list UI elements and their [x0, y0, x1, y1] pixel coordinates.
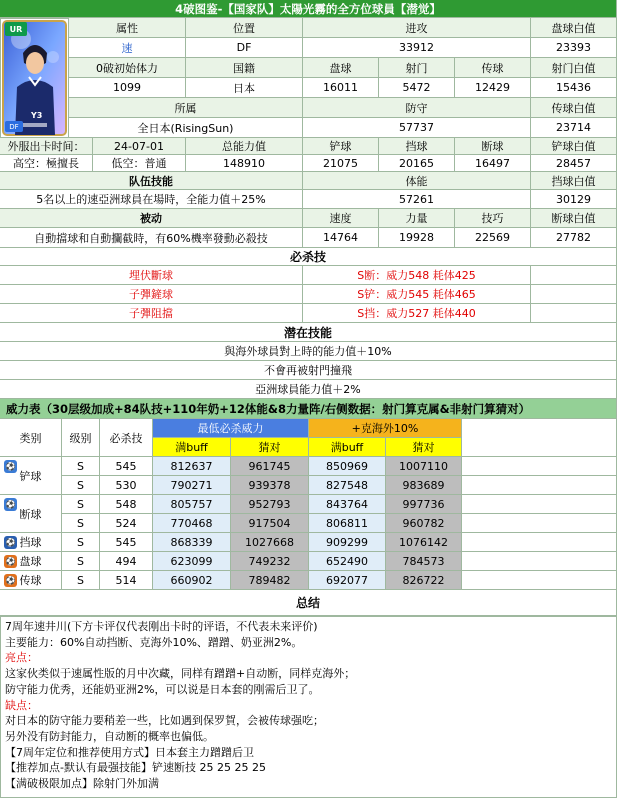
summary-highlight-heading: 亮点：	[5, 651, 38, 665]
overseas-guess-cell: 960782	[386, 514, 462, 533]
card-title: 4破图鉴-【国家队】太陽光霧的全方位球員【潜觉】	[0, 0, 617, 18]
pass-white-label: 传球白值	[531, 98, 617, 118]
guess-cell: 789482	[231, 571, 309, 590]
level-cell: S	[62, 514, 100, 533]
tackle-white-value: 28457	[531, 155, 617, 172]
overseas-full-buff-cell: 652490	[309, 552, 386, 571]
passive-label: 被动	[0, 209, 303, 228]
pass-white-value: 23714	[531, 118, 617, 138]
col-header-level: 级别	[62, 419, 100, 457]
tackle-label: 铲球	[303, 138, 379, 155]
overseas-full-buff-cell: 843764	[309, 495, 386, 514]
level-cell: S	[62, 571, 100, 590]
release-date: 24-07-01	[93, 138, 186, 155]
latent-skill-line: 與海外球員對上時的能力值＋10%	[0, 342, 617, 361]
block-white-label: 挡球白值	[531, 172, 617, 190]
special-move-stat: S挡：威力527 耗体440	[303, 304, 531, 323]
move-power-cell: 530	[100, 476, 153, 495]
tackle-icon: ⚽	[5, 462, 16, 471]
shoot-label: 射门	[379, 58, 455, 78]
stamina-label: 0破初始体力	[69, 58, 186, 78]
overseas-guess-cell: 997736	[386, 495, 462, 514]
dribble-value: 16011	[303, 78, 379, 98]
intercept-label: 断球	[455, 138, 531, 155]
summary-line: 主要能力：60%自动挡断、克海外10%、蹭蹭、奶亚洲2%。	[5, 635, 303, 649]
empty-cell	[462, 495, 617, 514]
move-power-cell: 548	[100, 495, 153, 514]
rarity-badge: UR	[5, 22, 27, 36]
empty-cell	[462, 533, 617, 552]
nationality-value: 日本	[186, 78, 303, 98]
guess-cell: 939378	[231, 476, 309, 495]
category-label: 传球	[19, 574, 42, 587]
full-buff-cell: 868339	[153, 533, 231, 552]
category-label: 铲球	[19, 469, 42, 483]
category-label: 挡球	[19, 536, 42, 549]
latent-skill-line: 不會再被射門撞飛	[0, 361, 617, 380]
guess-cell: 917504	[231, 514, 309, 533]
block-white-value: 30129	[531, 190, 617, 209]
empty-cell	[462, 552, 617, 571]
category-label: 盘球	[19, 555, 42, 568]
summary-header: 总结	[0, 590, 617, 616]
dribble-icon: ⚽	[5, 557, 16, 566]
intercept-white-label: 断球白值	[531, 209, 617, 228]
guess-cell: 952793	[231, 495, 309, 514]
shoot-white-label: 射门白值	[531, 58, 617, 78]
pass-label: 传球	[455, 58, 531, 78]
intercept-value: 16497	[455, 155, 531, 172]
full-buff-cell: 660902	[153, 571, 231, 590]
overseas-guess-cell: 784573	[386, 552, 462, 571]
low-ball: 低空：普通	[93, 155, 186, 172]
team-skill-label: 队伍技能	[0, 172, 303, 190]
total-value: 148910	[186, 155, 303, 172]
nationality-label: 国籍	[186, 58, 303, 78]
summary-line: 对日本的防守能力要稍差一些，比如遇到保罗賀，会被传球强吃；	[5, 714, 324, 728]
full-buff-cell: 623099	[153, 552, 231, 571]
position-value: DF	[186, 38, 303, 58]
level-cell: S	[62, 495, 100, 514]
team-value: 全日本(RisingSun)	[69, 118, 303, 138]
physical-value: 57261	[303, 190, 531, 209]
overseas-guess-cell: 1076142	[386, 533, 462, 552]
summary-line: 【推荐加点-默认有最强技能】铲速断技 25 25 25 25	[5, 761, 266, 775]
pass-icon: ⚽	[5, 576, 16, 585]
col-header-move: 必杀技	[100, 419, 153, 457]
move-power-cell: 545	[100, 533, 153, 552]
empty-cell	[462, 571, 617, 590]
tackle-value: 21075	[303, 155, 379, 172]
release-label: 外服出卡时间：	[0, 138, 93, 155]
summary-line: 【7周年定位和推荐使用方式】日本套主力蹭蹭后卫	[5, 745, 254, 759]
attack-label: 进攻	[303, 18, 531, 38]
group-header-min-power: 最低必杀威力	[153, 419, 309, 438]
power-label: 力量	[379, 209, 455, 228]
special-move-name: 埋伏斷球	[0, 266, 303, 285]
special-moves-header: 必杀技	[0, 248, 617, 266]
team-skill-text: 5名以上的速亞洲球員在場時，全能力值＋25%	[0, 190, 303, 209]
shirt-label: Y3	[31, 111, 43, 120]
pass-value: 12429	[455, 78, 531, 98]
block-icon: ⚽	[5, 538, 16, 547]
attr-label: 属性	[69, 18, 186, 38]
shoot-white-value: 15436	[531, 78, 617, 98]
guess-cell: 961745	[231, 457, 309, 476]
level-cell: S	[62, 533, 100, 552]
overseas-guess-cell: 983689	[386, 476, 462, 495]
sub-header-full-buff-overseas: 满buff	[309, 438, 386, 457]
full-buff-cell: 790271	[153, 476, 231, 495]
overseas-full-buff-cell: 909299	[309, 533, 386, 552]
col-header-category: 类别	[0, 419, 62, 457]
stamina-value: 1099	[69, 78, 186, 98]
level-cell: S	[62, 552, 100, 571]
latent-skills-header: 潜在技能	[0, 323, 617, 342]
power-value: 19928	[379, 228, 455, 248]
high-ball: 高空：極擅長	[0, 155, 93, 172]
level-cell: S	[62, 457, 100, 476]
summary-box	[0, 616, 617, 798]
guess-cell: 1027668	[231, 533, 309, 552]
full-buff-cell: 812637	[153, 457, 231, 476]
special-move-stat: S断：威力548 耗体425	[303, 266, 531, 285]
technique-label: 技巧	[455, 209, 531, 228]
dribble-white-label: 盘球白值	[531, 18, 617, 38]
intercept-white-value: 27782	[531, 228, 617, 248]
latent-skill-line: 亞洲球員能力值＋2%	[0, 380, 617, 399]
summary-line: 【满破极限加点】除射门外加满	[5, 777, 159, 791]
dribble-label: 盘球	[303, 58, 379, 78]
attack-value: 33912	[303, 38, 531, 58]
empty-cell	[531, 266, 617, 285]
defense-value: 57737	[303, 118, 531, 138]
power-table-title: 威力表（30层级加成+84队技+110年奶+12体能&8力量阵/右侧数据：射门算克属&非射门算猜对）	[0, 399, 617, 419]
passive-text: 自動擋球和自動攔截時，有60%機率發動必殺技	[0, 228, 303, 248]
technique-value: 22569	[455, 228, 531, 248]
sub-header-full-buff: 满buff	[153, 438, 231, 457]
special-move-name: 子彈鏟球	[0, 285, 303, 304]
empty-cell	[462, 419, 617, 457]
intercept-icon: ⚽	[5, 500, 16, 509]
move-power-cell: 514	[100, 571, 153, 590]
guess-cell: 749232	[231, 552, 309, 571]
summary-line: 防守能力优秀，还能奶亚洲2%，可以说是日本套的刚需后卫了。	[5, 682, 320, 696]
tackle-white-label: 铲球白值	[531, 138, 617, 155]
move-power-cell: 545	[100, 457, 153, 476]
overseas-full-buff-cell: 806811	[309, 514, 386, 533]
special-move-stat: S铲：威力545 耗体465	[303, 285, 531, 304]
overseas-guess-cell: 826722	[386, 571, 462, 590]
empty-cell	[462, 514, 617, 533]
speed-value: 14764	[303, 228, 379, 248]
team-label: 所属	[69, 98, 303, 118]
special-move-name: 子彈阻擋	[0, 304, 303, 323]
position-label: 位置	[186, 18, 303, 38]
summary-weakness-heading: 缺点：	[5, 698, 38, 712]
physical-label: 体能	[303, 172, 531, 190]
overseas-guess-cell: 1007110	[386, 457, 462, 476]
category-label: 断球	[19, 507, 42, 521]
empty-cell	[462, 476, 617, 495]
block-label: 挡球	[379, 138, 455, 155]
summary-line: 另外没有防封能力，自动断的概率也偏低。	[5, 729, 214, 743]
empty-cell	[531, 304, 617, 323]
total-label: 总能力值	[186, 138, 303, 155]
attr-value: 速	[69, 38, 186, 58]
overseas-full-buff-cell: 827548	[309, 476, 386, 495]
sub-header-guess-overseas: 猜对	[386, 438, 462, 457]
move-power-cell: 494	[100, 552, 153, 571]
sub-header-guess: 猜对	[231, 438, 309, 457]
player-portrait	[0, 18, 69, 138]
shoot-value: 5472	[379, 78, 455, 98]
overseas-full-buff-cell: 850969	[309, 457, 386, 476]
summary-line: 这家伙类似于速属性版的月中次藏，同样有蹭蹭+自动断，同样克海外；	[5, 667, 356, 681]
empty-cell	[462, 457, 617, 476]
dribble-white-value: 23393	[531, 38, 617, 58]
defense-label: 防守	[303, 98, 531, 118]
block-value: 20165	[379, 155, 455, 172]
summary-line: 7周年速井川(下方卡评仅代表刚出卡时的评语，不代表未来评价)	[5, 620, 318, 633]
level-cell: S	[62, 476, 100, 495]
overseas-full-buff-cell: 692077	[309, 571, 386, 590]
empty-cell	[531, 285, 617, 304]
group-header-overseas: +克海外10%	[309, 419, 462, 438]
full-buff-cell: 805757	[153, 495, 231, 514]
move-power-cell: 524	[100, 514, 153, 533]
speed-label: 速度	[303, 209, 379, 228]
full-buff-cell: 770468	[153, 514, 231, 533]
position-badge: DF	[5, 121, 23, 132]
